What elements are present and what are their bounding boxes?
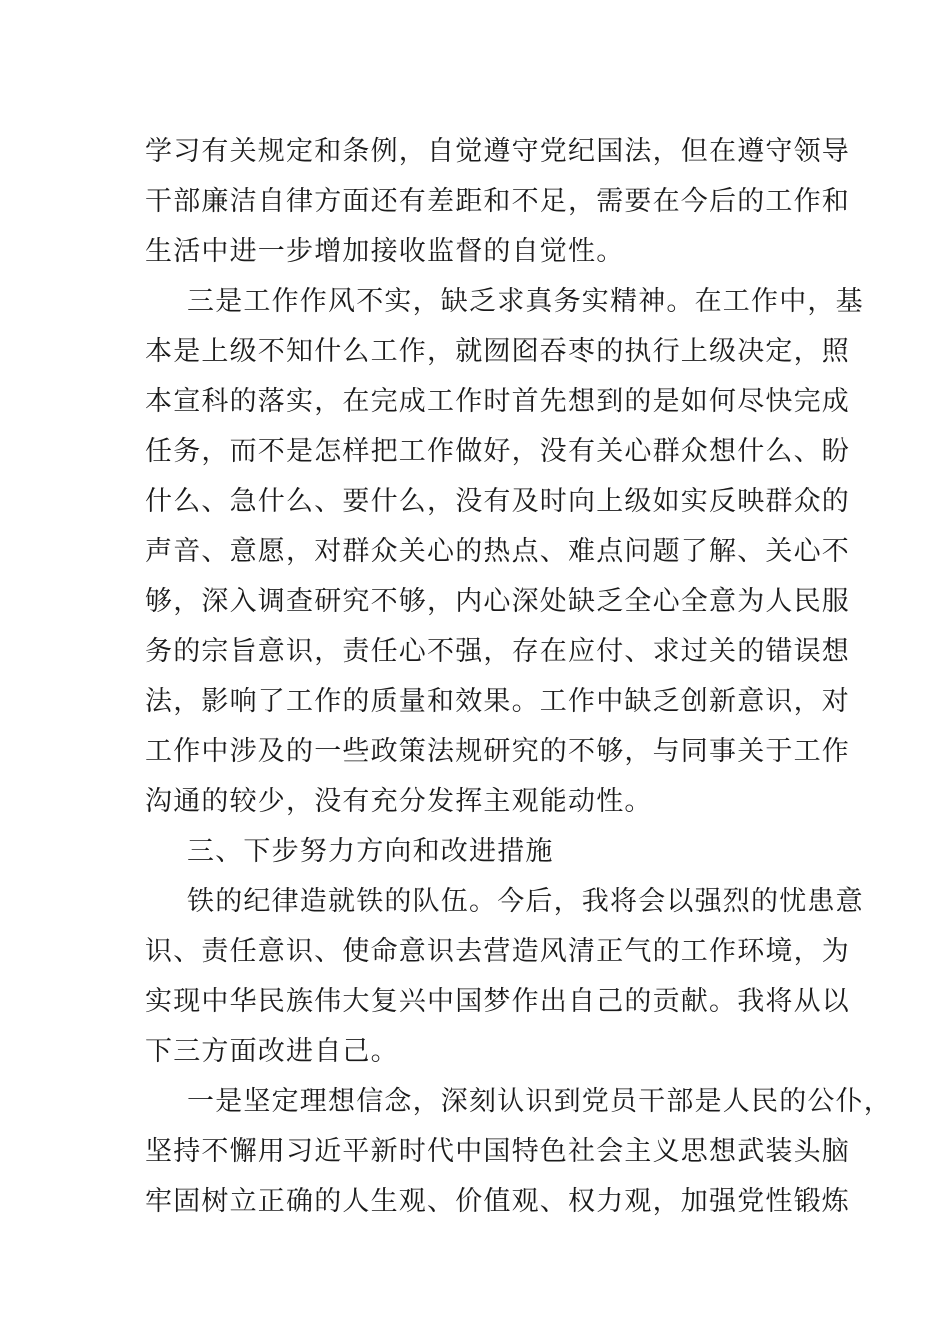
- text-line-10: 够，深入调查研究不够，内心深处缺乏全心全意为人民服: [145, 586, 850, 617]
- text-line-21: 坚持不懈用习近平新时代中国特色社会主义思想武装头脑: [145, 1136, 850, 1167]
- body-text: [145, 127, 892, 1227]
- text-line-14: 沟通的较少，没有充分发挥主观能动性。: [145, 786, 653, 817]
- text-line-16: 铁的纪律造就铁的队伍。今后，我将会以强烈的忧患意: [187, 886, 864, 917]
- text-line-9: 声音、意愿，对群众关心的热点、难点问题了解、关心不: [145, 536, 850, 567]
- text-line-3: 生活中进一步增加接收监督的自觉性。: [145, 236, 625, 267]
- section-heading: 三、下步努力方向和改进措施: [187, 836, 554, 867]
- text-line-18: 实现中华民族伟大复兴中国梦作出自己的贡献。我将从以: [145, 986, 850, 1017]
- text-line-5: 本是上级不知什么工作，就囫囵吞枣的执行上级决定，照: [145, 336, 850, 367]
- text-line-22: 牢固树立正确的人生观、价值观、权力观，加强党性锻炼: [145, 1186, 850, 1217]
- text-line-7: 任务，而不是怎样把工作做好，没有关心群众想什么、盼: [145, 436, 850, 467]
- text-line-4: 三是工作作风不实，缺乏求真务实精神。在工作中，基: [187, 286, 864, 317]
- text-line-20: 一是坚定理想信念，深刻认识到党员干部是人民的公仆，: [187, 1086, 892, 1117]
- text-line-12: 法，影响了工作的质量和效果。工作中缺乏创新意识，对: [145, 686, 850, 717]
- text-line-8: 什么、急什么、要什么，没有及时向上级如实反映群众的: [145, 486, 850, 517]
- text-line-2: 干部廉洁自律方面还有差距和不足，需要在今后的工作和: [145, 186, 850, 217]
- text-line-19: 下三方面改进自己。: [145, 1036, 399, 1067]
- text-line-17: 识、责任意识、使命意识去营造风清正气的工作环境，为: [145, 936, 850, 967]
- text-line-1: 学习有关规定和条例，自觉遵守党纪国法，但在遵守领导: [145, 136, 850, 167]
- text-line-13: 工作中涉及的一些政策法规研究的不够，与同事关于工作: [145, 736, 850, 767]
- text-line-11: 务的宗旨意识，责任心不强，存在应付、求过关的错误想: [145, 636, 850, 667]
- text-line-6: 本宣科的落实，在完成工作时首先想到的是如何尽快完成: [145, 386, 850, 417]
